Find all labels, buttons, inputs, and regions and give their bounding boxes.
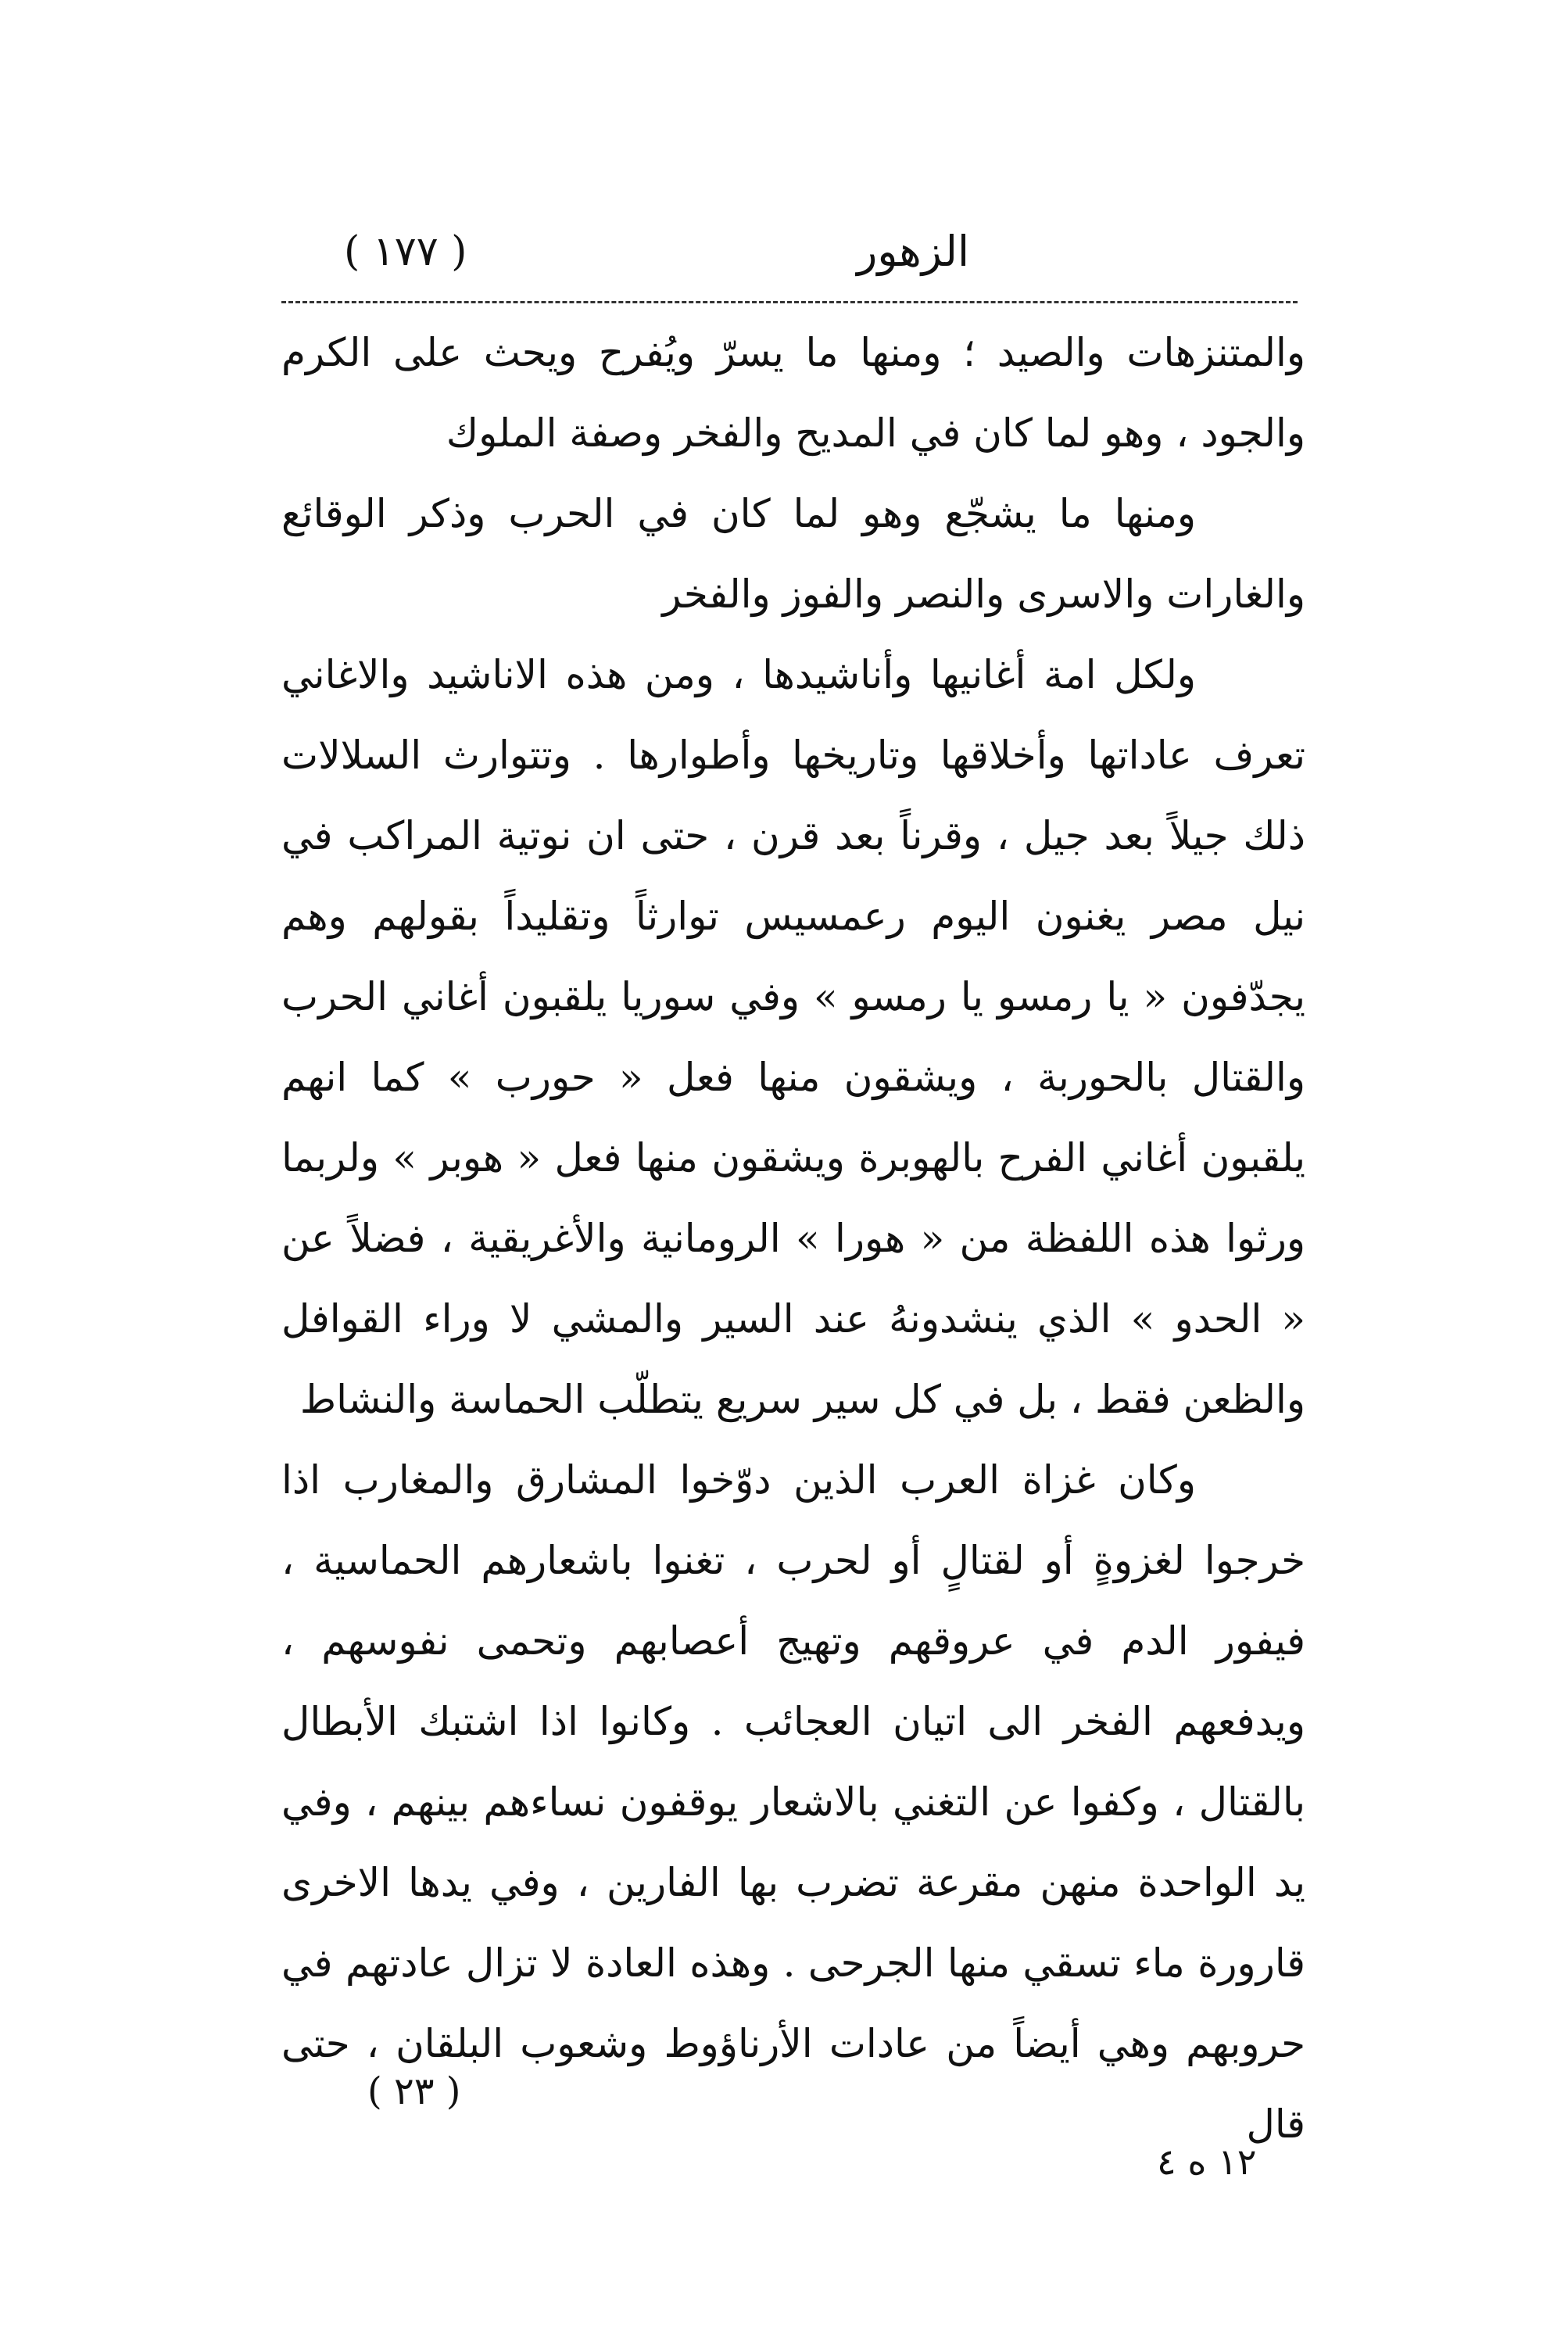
running-title: الزهور	[857, 227, 969, 276]
sheet-mark: ١٢ ه ٤	[1157, 2141, 1257, 2183]
paragraph-2: ومنها ما يشجّع وهو لما كان في الحرب وذكر الوقائع والغارات والاسرى والنصر والفوز والفخر	[281, 491, 1305, 617]
body-text	[281, 313, 1305, 2165]
signature-mark: ( ٢٣ )	[367, 2069, 461, 2113]
paragraph-4: وكان غزاة العرب الذين دوّخوا المشارق والمغارب اذا خرجوا لغزوةٍ أو لقتالٍ أو لحرب ، تغنوا باشعارهم الحماسية ، فيفور الدم في عروقهم وتهيج أعصابهم وتحمى نفوسهم ، ويدفعهم الفخر الى اتيان العجائب . وكانوا اذا اشتبك الأبطال بالقتال ، وكفوا عن التغني بالاشعار يوقفون نساءهم بينهم ، وفي يد الواحدة منهن مقرعة تضرب بها الفارين ، وفي يدها الاخرى قارورة ماء تسقي منها الجرحى . وهذه العادة لا تزال عادتهم في حروبهم وهي أيضاً من عادات الأرناؤوط وشعوب البلقان ، حتى قال	[281, 1457, 1305, 2147]
paragraph-1: والمتنزهات والصيد ؛ ومنها ما يسرّ ويُفرح ويحث على الكرم والجود ، وهو لما كان في المديح والفخر وصفة الملوك	[281, 330, 1305, 456]
page-header	[281, 220, 1298, 291]
paragraph-3: ولكل امة أغانيها وأناشيدها ، ومن هذه الاناشيد والاغاني تعرف عاداتها وأخلاقها وتاريخها وأطوارها . وتتوارث السلالات ذلك جيلاً بعد جيل ، وقرناً بعد قرن ، حتى ان نوتية المراكب في نيل مصر يغنون اليوم رعمسيس توارثاً وتقليداً بقولهم وهم يجدّفون « يا رمسو يا رمسو » وفي سوريا يلقبون أغاني الحرب والقتال بالحوربة ، ويشقون منها فعل « حورب » كما انهم يلقبون أغاني الفرح بالهوبرة ويشقون منها فعل « هوبر » ولربما ورثوا هذه اللفظة من « هورا » الرومانية والأغريقية ، فضلاً عن « الحدو » الذي ينشدونهُ عند السير والمشي لا وراء القوافل والظعن فقط ، بل في كل سير سريع يتطلّب الحماسة والنشاط	[281, 652, 1305, 1422]
page-footer	[281, 2064, 1298, 2189]
page-number: ( ١٧٧ )	[344, 228, 467, 275]
header-divider	[281, 301, 1298, 303]
